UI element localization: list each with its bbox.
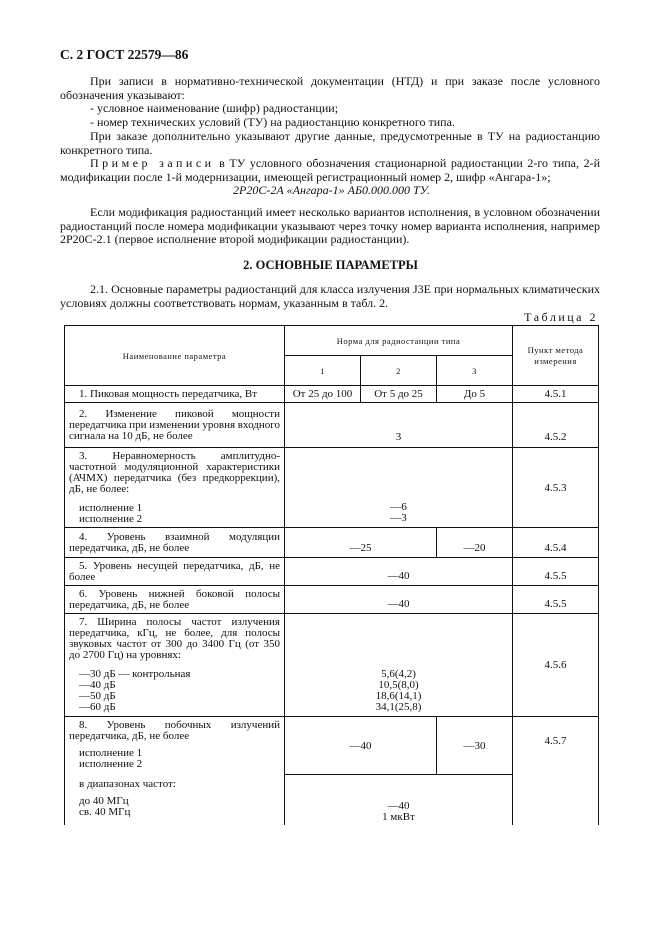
row3-value2: —3: [390, 512, 407, 524]
row7-value3: 18,6(14,1): [375, 690, 422, 702]
row8-sub5: св. 40 МГц: [79, 805, 131, 818]
example-text: в ТУ условного обозначения стационарной радиостанции 2-го типа, 2-й модификации после 1-й модернизации, имеющей регистрационный номер 2, шифр «Ангара-1»;: [60, 156, 600, 184]
row8-value5: 1 мкВт: [382, 810, 415, 823]
row6-method: 4.5.5: [513, 586, 599, 614]
row4-method: 4.5.4: [513, 528, 599, 558]
header-type-2: 2: [361, 356, 437, 386]
intro-paragraph-3: Если модификация радиостанций имеет несколько вариантов исполнения, в условном обозначении радиостанций после номера модификации указывают через точку номер варианта исполнения, например 2Р20С-2.1 (первое исполнение второй модификации радиостанции).: [60, 205, 600, 246]
row5-name: 5. Уровень несущей передатчика, дБ, не более: [65, 558, 285, 586]
row4-type12: —25: [285, 528, 437, 558]
row8-type12: —40: [285, 717, 437, 775]
row7-sub4: —60 дБ: [79, 701, 116, 713]
page-header: С. 2 ГОСТ 22579—86: [60, 47, 189, 62]
example-code: 2Р20С-2А «Ангара-1» АБ0.000.000 ТУ.: [233, 183, 431, 197]
header-norm: Норма для радиостанции типа: [285, 326, 513, 356]
row4-name: 4. Уровень взаимной модуляции передатчика, дБ, не более: [65, 528, 285, 558]
intro-paragraph-1: При записи в нормативно-технической документации (НТД) и при заказе после условного обозначения указывают:: [60, 74, 600, 102]
row3-value1: —6: [390, 501, 407, 513]
table-row: [65, 403, 599, 448]
row3-name: 3. Неравномерность амплитудно-частотной модуляционной характеристики (АЧМХ) передатчика (без предкоррекции), дБ, не более:: [69, 450, 280, 495]
row8-name: 8. Уровень побочных излучений передатчика, дБ, не более: [69, 719, 280, 742]
row1-type1: От 25 до 100: [285, 386, 361, 403]
table-row: [65, 614, 599, 717]
row5-value: —40: [285, 558, 513, 586]
row1-type3: До 5: [437, 386, 513, 403]
row7-value2: 10,5(8,0): [378, 679, 419, 691]
parameters-table: [64, 325, 599, 825]
example-lead: Пример записи: [90, 156, 215, 170]
row4-type3: —20: [437, 528, 513, 558]
row7-cell: [65, 614, 285, 717]
row7-name: 7. Ширина полосы частот излучения передатчика, кГц, не более, для полосы звуковых частот от 300 до 3400 Гц (от 350 до 2700 Гц) на уровнях:: [69, 616, 280, 661]
table-row: [65, 528, 599, 558]
row7-sub2: —40 дБ: [79, 679, 116, 691]
table-row: [65, 717, 599, 775]
row6-name: 6. Уровень нижней боковой полосы передатчика, дБ, не более: [65, 586, 285, 614]
row7-method: 4.5.6: [513, 614, 599, 717]
row8-method: 4.5.7: [513, 717, 599, 825]
section-paragraph: 2.1. Основные параметры радиостанций для класса излучения J3E при нормальных климатических условиях должны соответствовать нормам, указанным в табл. 2.: [60, 282, 600, 310]
row1-method: 4.5.1: [513, 386, 599, 403]
row6-value: —40: [285, 586, 513, 614]
row1-type2: От 5 до 25: [361, 386, 437, 403]
table-row: [65, 586, 599, 614]
row8-sub2: исполнение 2: [79, 758, 143, 770]
row8-cell: [65, 717, 285, 775]
row7-values: [285, 614, 513, 717]
row8-freq-values: [285, 775, 513, 825]
row8-sub1: исполнение 1: [79, 747, 143, 759]
table-row: [65, 386, 599, 403]
header-type-3: 3: [437, 356, 513, 386]
row7-value1: 5,6(4,2): [381, 668, 416, 680]
row8-sub3: в диапазонах частот:: [79, 777, 176, 790]
row2-method: 4.5.2: [513, 403, 599, 448]
row3-values: [285, 448, 513, 528]
row3-sub2: исполнение 2: [79, 513, 143, 525]
row3-sub1: исполнение 1: [79, 502, 143, 514]
intro-item-2: - номер технических условий (ТУ) на радиостанцию конкретного типа.: [90, 115, 455, 129]
table-label: Таблица 2: [524, 310, 598, 324]
row3-cell: [65, 448, 285, 528]
row8-value4: —40: [387, 799, 410, 812]
intro-paragraph-2: При заказе дополнительно указывают другие данные, предусмотренные в ТУ на радиостанцию конкретного типа.: [60, 129, 600, 157]
row2-name: 2. Изменение пиковой мощности передатчика при изменении уровня входного сигнала на 10 дБ, не более: [65, 403, 285, 448]
row8-cell-cont: [65, 775, 285, 825]
row3-method: 4.5.3: [513, 448, 599, 528]
row1-name: 1. Пиковая мощность передатчика, Вт: [65, 386, 285, 403]
intro-item-1: - условное наименование (шифр) радиостанции;: [90, 101, 339, 115]
row7-sub1: —30 дБ — контрольная: [79, 668, 191, 680]
row8-sub4: до 40 МГц: [79, 794, 129, 807]
row5-method: 4.5.5: [513, 558, 599, 586]
header-param-name: Наименование параметра: [65, 326, 285, 386]
example-paragraph: [60, 157, 600, 184]
table-row: [65, 448, 599, 528]
section-title: 2. ОСНОВНЫЕ ПАРАМЕТРЫ: [243, 258, 418, 272]
table-row: [65, 558, 599, 586]
row2-value: 3: [285, 403, 513, 448]
header-type-1: 1: [285, 356, 361, 386]
row7-sub3: —50 дБ: [79, 690, 116, 702]
row8-type3: —30: [437, 717, 513, 775]
header-method: Пункт метода измерения: [513, 326, 599, 386]
row7-value4: 34,1(25,8): [375, 701, 422, 713]
